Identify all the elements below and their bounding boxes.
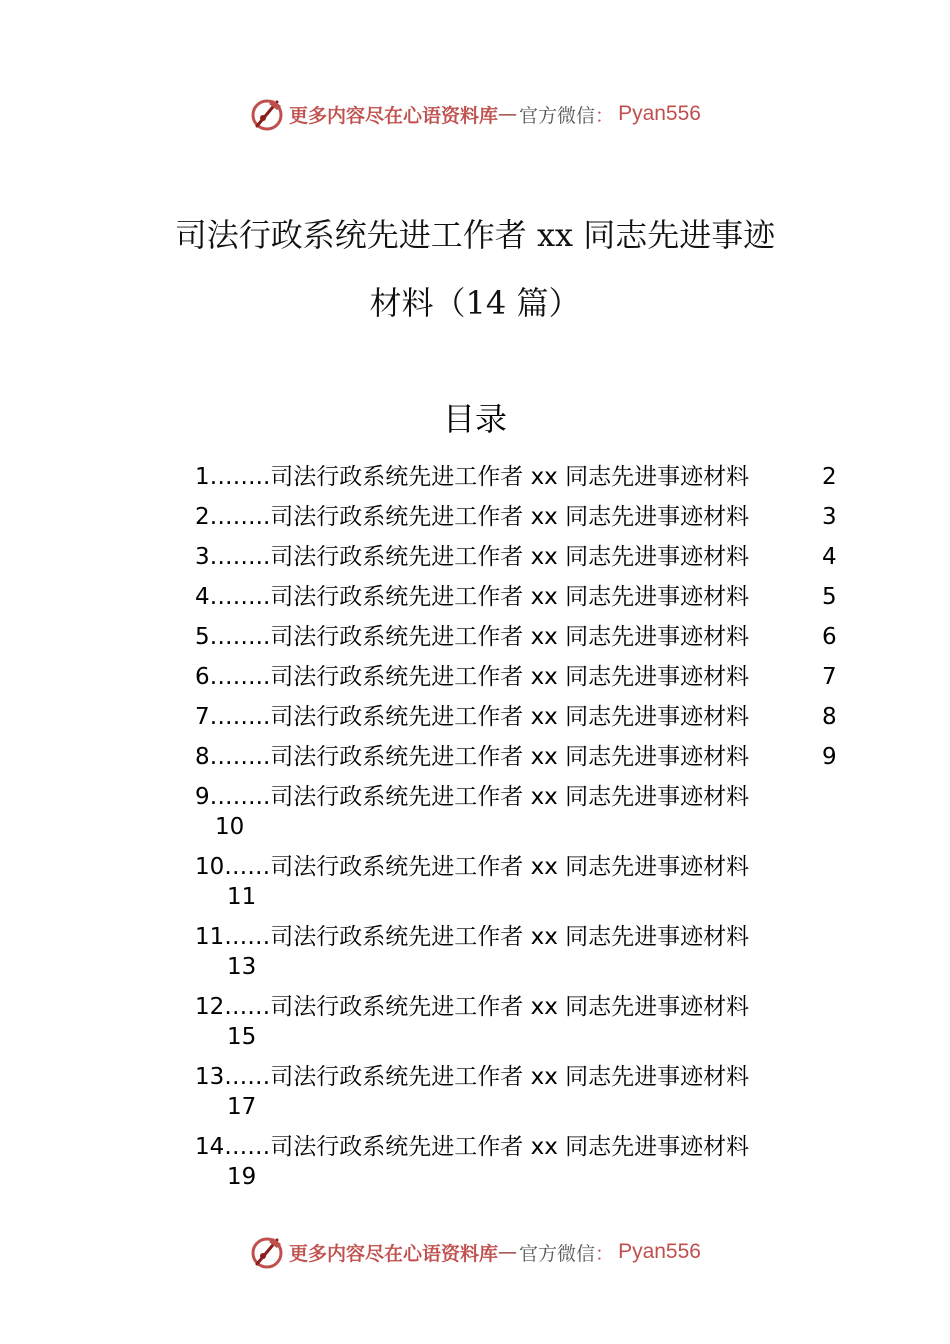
toc-entry-page: 10 (215, 814, 245, 840)
toc-entry-text: 7……..司法行政系统先进工作者 xx 同志先进事迹材料 (195, 704, 750, 730)
toc-heading: 目录 (442, 400, 507, 438)
toc-entry[interactable] (195, 542, 855, 582)
toc-entry[interactable] (195, 852, 855, 922)
toc-entry-page: 3 (822, 504, 837, 530)
document-title-line1: 司法行政系统先进工作者 xx 同志先进事迹 (174, 216, 776, 254)
toc-entry-page: 6 (822, 624, 837, 650)
header-banner (0, 94, 950, 134)
banner-wechat-label: 官方微信 (519, 104, 596, 127)
toc-entry[interactable] (195, 582, 855, 622)
banner-colon: ： (595, 1242, 615, 1265)
toc-entry-page: 7 (822, 664, 837, 690)
toc-entry[interactable] (195, 662, 855, 702)
toc-entry-page: 2 (822, 464, 837, 490)
toc-entry[interactable] (195, 742, 855, 782)
toc-entry-page: 8 (822, 704, 837, 730)
toc-entry[interactable] (195, 922, 855, 992)
toc-entry-page: 4 (822, 544, 837, 570)
toc-entry-text: 9……..司法行政系统先进工作者 xx 同志先进事迹材料 (195, 784, 750, 810)
toc-entry-page: 19 (227, 1164, 257, 1190)
banner-separator: — (498, 1241, 518, 1263)
toc-entry-text: 3……..司法行政系统先进工作者 xx 同志先进事迹材料 (195, 544, 750, 570)
toc-entry-page: 17 (227, 1094, 257, 1120)
banner-separator: — (498, 103, 518, 125)
toc-entry-page: 15 (227, 1024, 257, 1050)
table-of-contents (195, 462, 855, 1202)
pen-seal-logo-icon (249, 96, 285, 132)
banner-text: 更多内容尽在心语资料库 (289, 1242, 499, 1265)
banner-colon: ： (595, 104, 615, 127)
toc-entry[interactable] (195, 702, 855, 742)
toc-entry-text: 1……..司法行政系统先进工作者 xx 同志先进事迹材料 (195, 464, 750, 490)
banner-text: 更多内容尽在心语资料库 (289, 104, 499, 127)
toc-entry-text: 2……..司法行政系统先进工作者 xx 同志先进事迹材料 (195, 504, 750, 530)
toc-entry-text: 14……司法行政系统先进工作者 xx 同志先进事迹材料 (195, 1134, 750, 1160)
toc-entry[interactable] (195, 782, 855, 852)
document-title-line2: 材料（14 篇） (369, 284, 581, 322)
banner-wechat-id: Pyan556 (618, 102, 701, 125)
toc-entry[interactable] (195, 1062, 855, 1132)
toc-entry-text: 11……司法行政系统先进工作者 xx 同志先进事迹材料 (195, 924, 750, 950)
banner-wechat-label: 官方微信 (519, 1242, 596, 1265)
toc-entry-text: 6……..司法行政系统先进工作者 xx 同志先进事迹材料 (195, 664, 750, 690)
toc-entry-text: 8……..司法行政系统先进工作者 xx 同志先进事迹材料 (195, 744, 750, 770)
toc-entry-page: 13 (227, 954, 257, 980)
toc-entry[interactable] (195, 992, 855, 1062)
toc-entry-text: 13……司法行政系统先进工作者 xx 同志先进事迹材料 (195, 1064, 750, 1090)
toc-entry-page: 11 (227, 884, 257, 910)
toc-entry-text: 5……..司法行政系统先进工作者 xx 同志先进事迹材料 (195, 624, 750, 650)
toc-entry[interactable] (195, 502, 855, 542)
toc-entry[interactable] (195, 622, 855, 662)
toc-entry[interactable] (195, 1132, 855, 1202)
toc-entry-page: 5 (822, 584, 837, 610)
toc-entry-page: 9 (822, 744, 837, 770)
pen-seal-logo-icon (249, 1234, 285, 1270)
footer-banner (0, 1232, 950, 1272)
toc-entry-text: 10……司法行政系统先进工作者 xx 同志先进事迹材料 (195, 854, 750, 880)
toc-entry-text: 4……..司法行政系统先进工作者 xx 同志先进事迹材料 (195, 584, 750, 610)
toc-entry[interactable] (195, 462, 855, 502)
banner-wechat-id: Pyan556 (618, 1240, 701, 1263)
toc-entry-text: 12……司法行政系统先进工作者 xx 同志先进事迹材料 (195, 994, 750, 1020)
